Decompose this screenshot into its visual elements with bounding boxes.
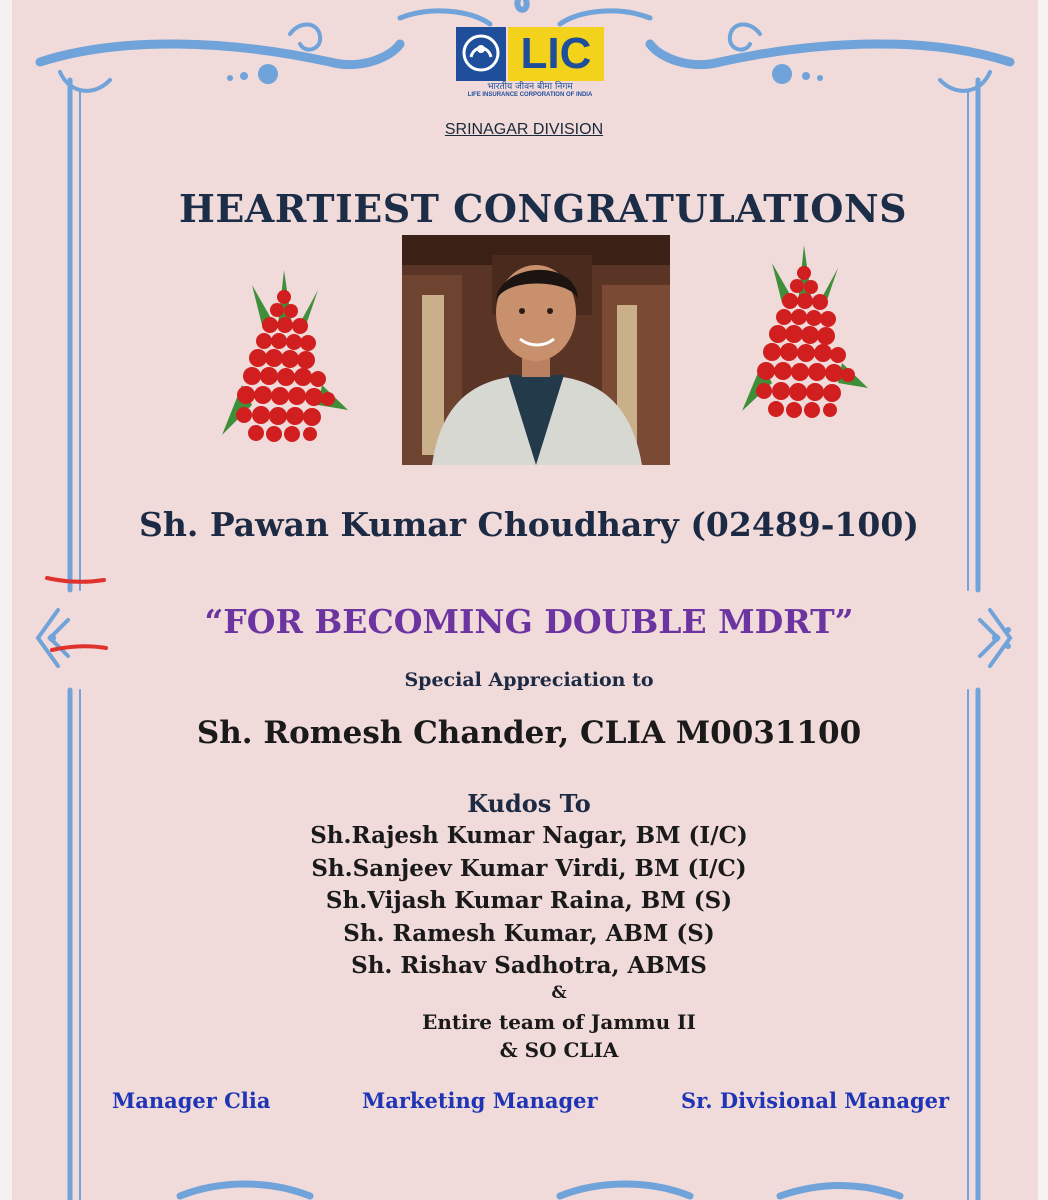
signatory-manager-clia: Manager Clia bbox=[112, 1088, 271, 1113]
kudos-name: Sh. Ramesh Kumar, ABM (S) bbox=[343, 919, 715, 947]
kudos-list bbox=[0, 820, 1048, 983]
page-title: HEARTIEST CONGRATULATIONS bbox=[178, 186, 908, 231]
lic-logo-abbrev: LIC bbox=[520, 29, 592, 78]
appreciation-label: Special Appreciation to bbox=[404, 669, 654, 691]
lic-logo bbox=[456, 27, 604, 99]
lic-logo-english: LIFE INSURANCE CORPORATION OF INDIA bbox=[467, 92, 593, 98]
kudos-team-line: Entire team of Jammu II bbox=[422, 1010, 696, 1034]
rose-bouquet-icon bbox=[222, 265, 350, 450]
kudos-name: Sh. Rishav Sadhotra, ABMS bbox=[351, 952, 707, 979]
rose-bouquet-icon bbox=[742, 243, 870, 428]
kudos-name: Sh.Vijash Kumar Raina, BM (S) bbox=[325, 887, 733, 914]
kudos-ampersand: & bbox=[551, 983, 567, 1003]
kudos-team-line: & SO CLIA bbox=[499, 1038, 619, 1062]
portrait-photo bbox=[402, 235, 670, 465]
kudos-name: Sh.Rajesh Kumar Nagar, BM (I/C) bbox=[310, 822, 748, 849]
division-name: SRINAGAR DIVISION bbox=[444, 121, 604, 138]
honoree-name: Sh. Pawan Kumar Choudhary (02489-100) bbox=[139, 505, 919, 544]
signatory-divisional-manager: Sr. Divisional Manager bbox=[681, 1088, 950, 1113]
signatory-marketing-manager: Marketing Manager bbox=[362, 1088, 598, 1113]
achievement-text: “FOR BECOMING DOUBLE MDRT” bbox=[204, 602, 854, 641]
lic-logo-hindi: भारतीय जीवन बीमा निगम bbox=[487, 82, 573, 92]
kudos-name: Sh.Sanjeev Kumar Virdi, BM (I/C) bbox=[311, 854, 747, 882]
kudos-team bbox=[0, 1008, 1048, 1064]
kudos-title: Kudos To bbox=[467, 789, 591, 818]
appreciated-person: Sh. Romesh Chander, CLIA M0031100 bbox=[196, 715, 862, 751]
portrait-photo-image bbox=[402, 235, 670, 465]
